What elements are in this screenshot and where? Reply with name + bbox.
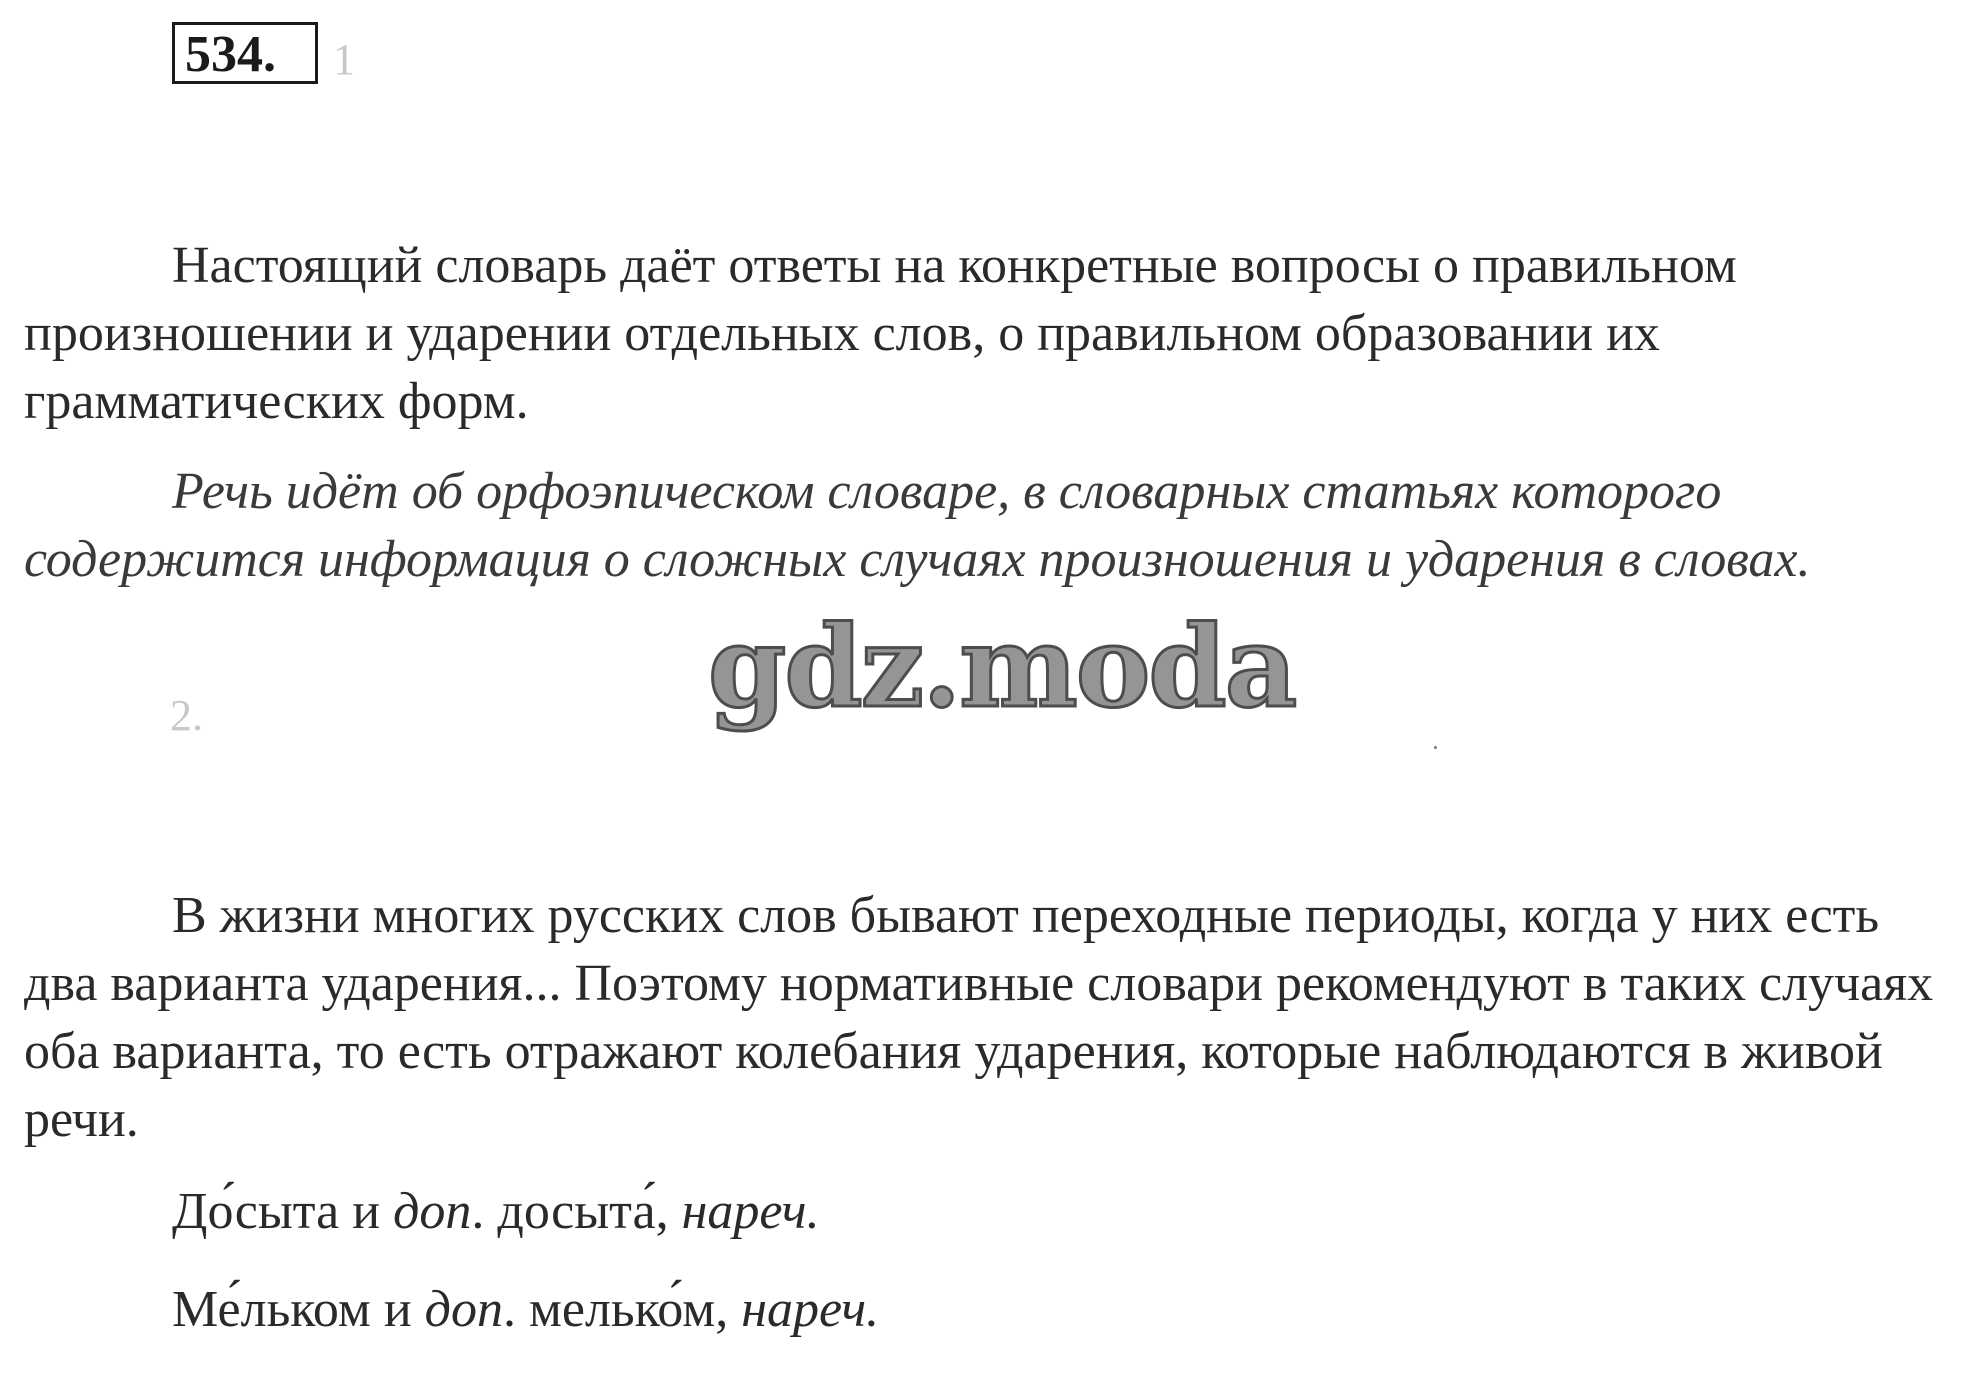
part-2-paragraph-text: В жизни многих русских слов бывают переходные периоды, когда у них есть два варианта ударения... Поэтому нормативные словари рекомендуют в таких случаях оба варианта, то есть отражают колебания ударения, которые наблюдаются в живой речи. <box>24 887 1934 1148</box>
example-conjunction: и <box>370 1281 425 1338</box>
example-line <box>172 1178 1981 1246</box>
part-1-paragraph <box>24 232 1964 436</box>
part-2-marker: 2. <box>170 691 203 740</box>
example-conjunction: и <box>339 1183 394 1240</box>
part-1-marker: 1 <box>333 35 355 84</box>
example-variant: досыта́ <box>497 1183 656 1240</box>
example-word: Ме́льком <box>172 1281 371 1338</box>
example-dot: . <box>471 1183 498 1240</box>
example-part-of-speech: нареч. <box>681 1183 820 1240</box>
example-part-of-speech: нареч. <box>741 1281 880 1338</box>
example-line <box>172 1276 1981 1344</box>
example-abbreviation: доп <box>393 1183 472 1240</box>
part-2-paragraph <box>24 882 1964 1154</box>
example-dot: . <box>502 1281 529 1338</box>
example-variant: мелько́м <box>528 1281 716 1338</box>
watermark-logo: gdz.moda <box>708 602 1296 733</box>
example-comma: , <box>715 1281 742 1338</box>
example-word: До́сыта <box>172 1183 340 1240</box>
part-1-paragraph-text: Настоящий словарь даёт ответы на конкретные вопросы о правильном произношении и ударении отдельных слов, о правильном образовании их грамматических форм. <box>24 237 1737 430</box>
scan-speck <box>1434 746 1437 749</box>
part-1-answer <box>24 458 1964 594</box>
example-abbreviation: доп <box>424 1281 503 1338</box>
example-comma: , <box>655 1183 682 1240</box>
exercise-number-box: 534. <box>172 22 318 84</box>
part-1-answer-text: Речь идёт об орфоэпическом словаре, в словарных статьях которого содержится информация о сложных случаях произношения и ударения в словах. <box>24 463 1811 588</box>
